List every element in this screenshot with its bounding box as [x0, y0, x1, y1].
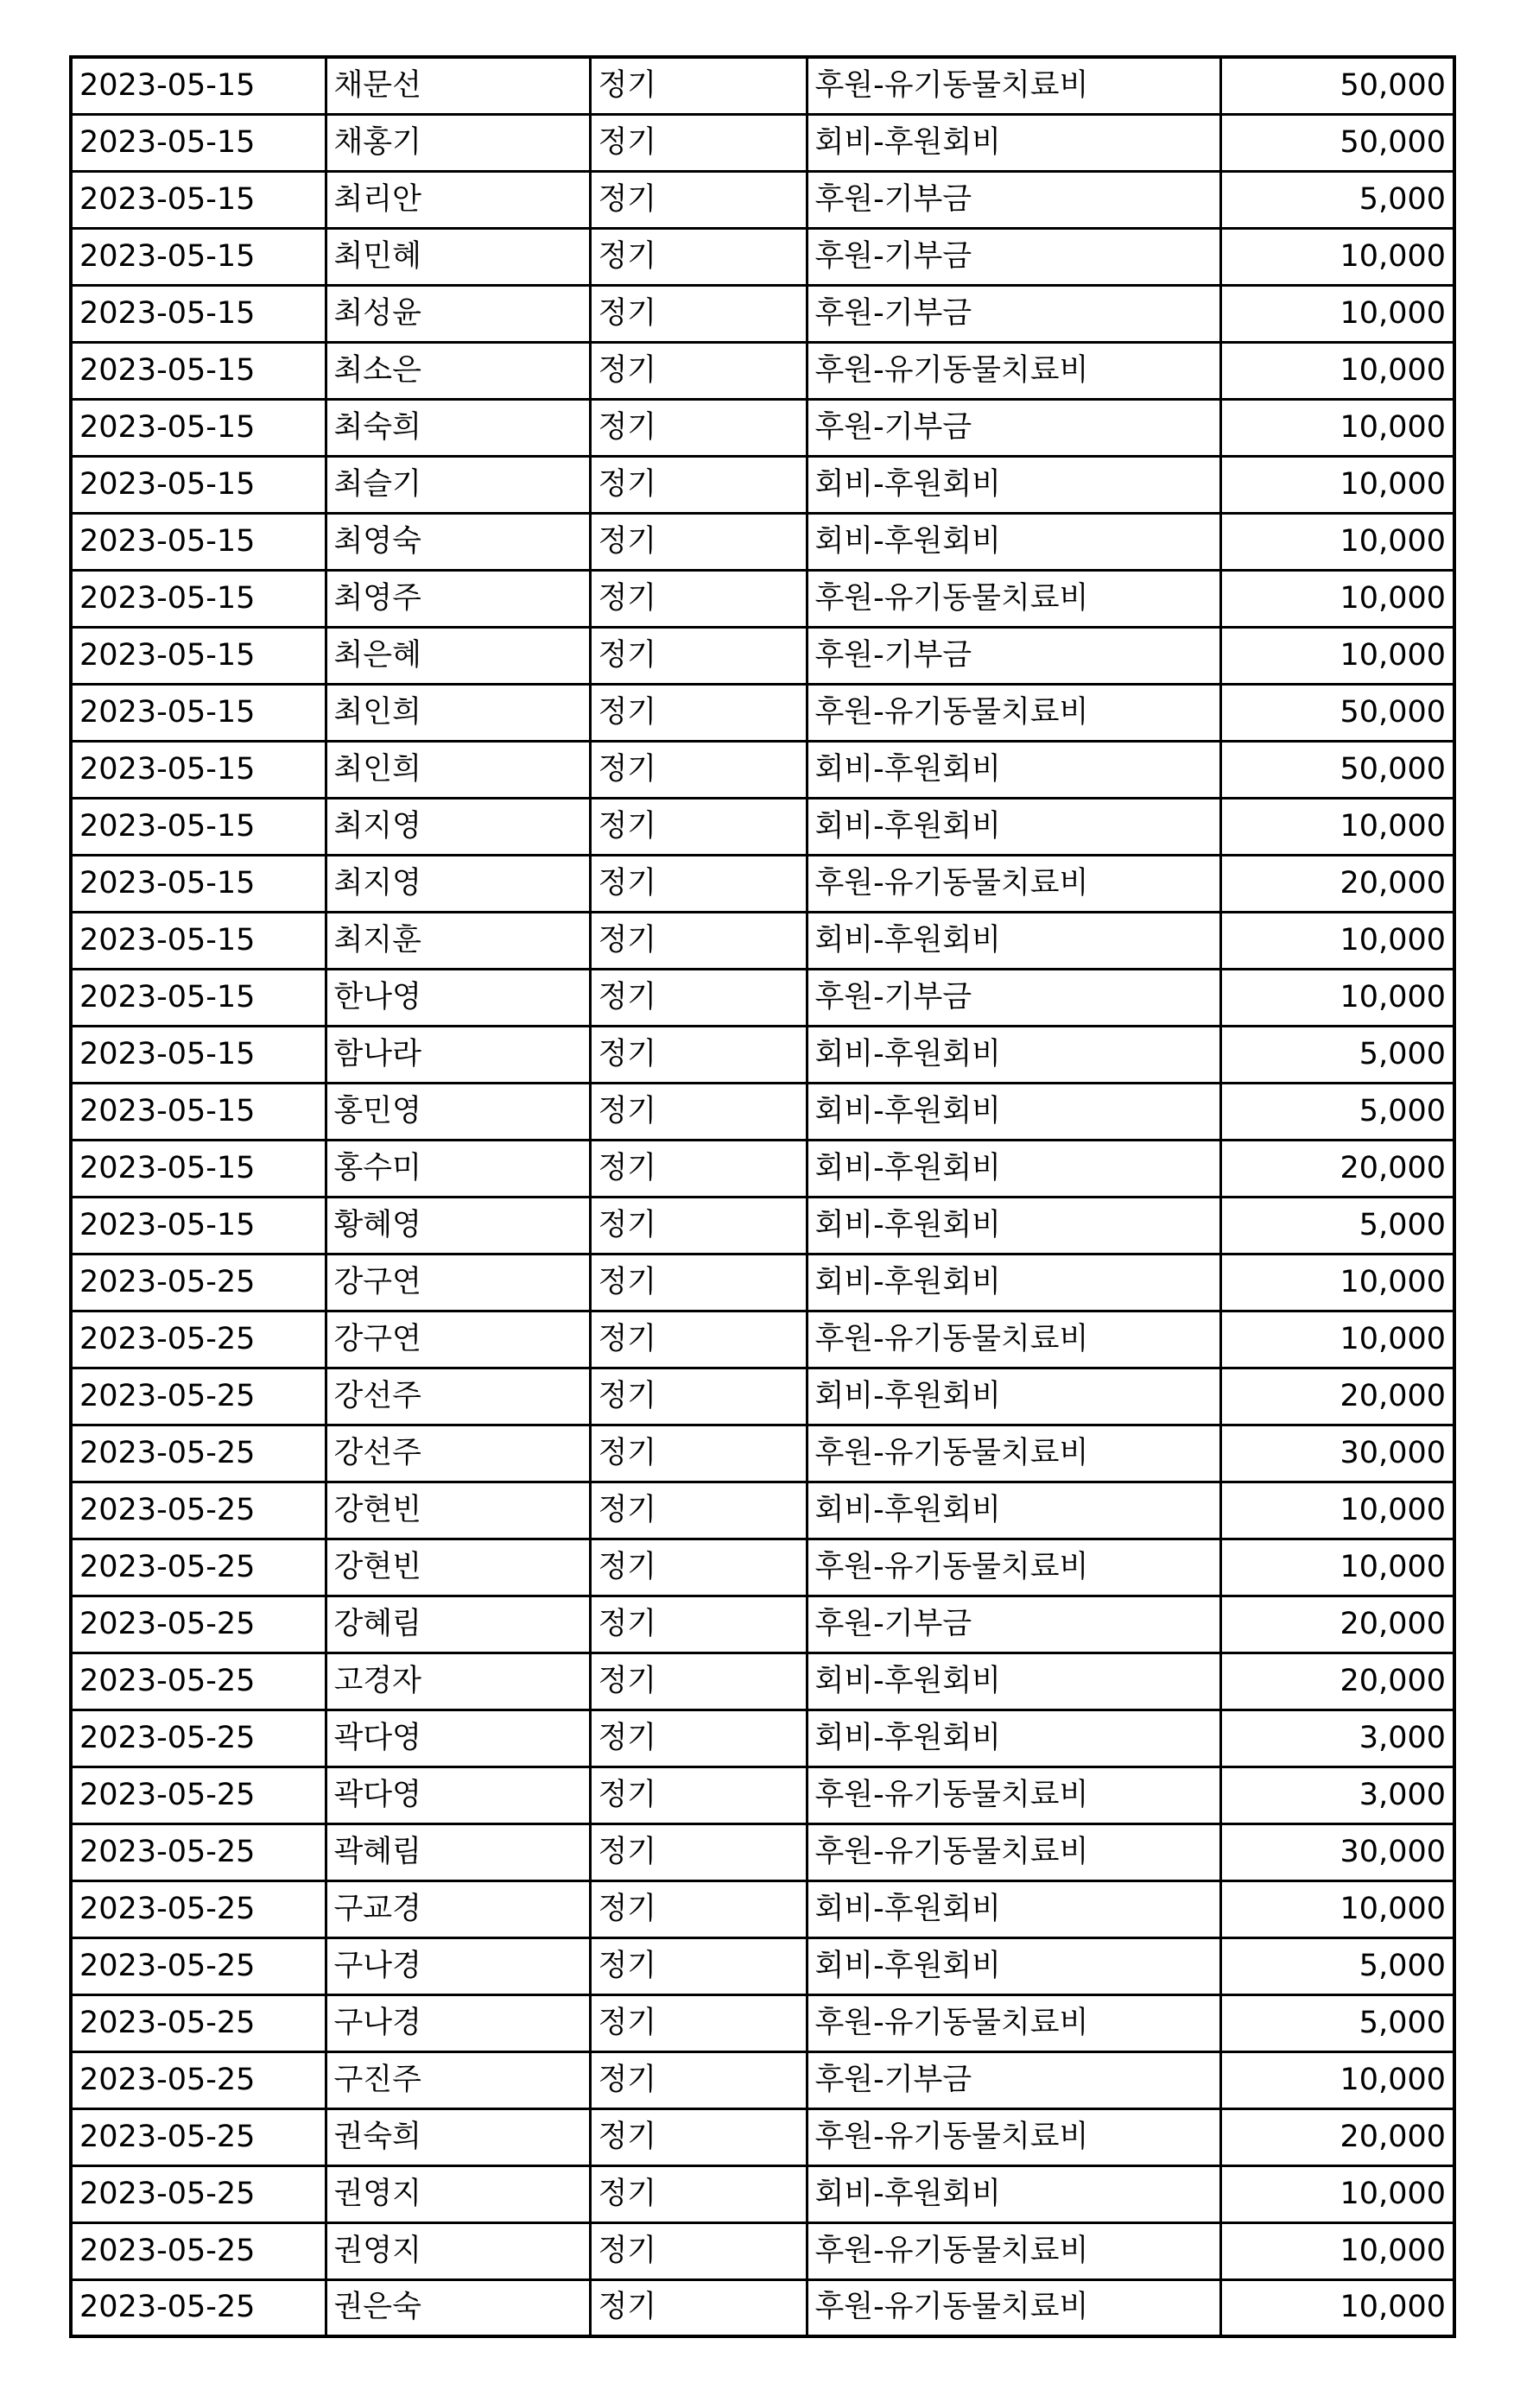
date-cell: 2023-05-25 — [71, 1823, 326, 1880]
date-cell: 2023-05-25 — [71, 1539, 326, 1596]
type-cell: 정기 — [590, 1197, 807, 1254]
name-cell: 구진주 — [326, 2051, 590, 2108]
date-cell: 2023-05-15 — [71, 228, 326, 285]
name-cell: 구나경 — [326, 1994, 590, 2051]
category-cell: 회비-후원회비 — [807, 798, 1220, 855]
category-cell: 후원-유기동물치료비 — [807, 2222, 1220, 2279]
type-cell: 정기 — [590, 342, 807, 399]
category-cell: 회비-후원회비 — [807, 912, 1220, 969]
category-cell: 회비-후원회비 — [807, 1083, 1220, 1140]
type-cell: 정기 — [590, 456, 807, 513]
name-cell: 최슬기 — [326, 456, 590, 513]
amount-cell: 5,000 — [1220, 171, 1454, 228]
table-row — [71, 969, 1454, 1026]
name-cell: 권영지 — [326, 2165, 590, 2222]
date-cell: 2023-05-15 — [71, 513, 326, 570]
date-cell: 2023-05-15 — [71, 684, 326, 741]
category-cell: 후원-기부금 — [807, 399, 1220, 456]
category-cell: 회비-후원회비 — [807, 1937, 1220, 1994]
category-cell: 회비-후원회비 — [807, 1197, 1220, 1254]
date-cell: 2023-05-15 — [71, 285, 326, 342]
type-cell: 정기 — [590, 1368, 807, 1425]
category-cell: 후원-유기동물치료비 — [807, 1425, 1220, 1482]
category-cell: 후원-유기동물치료비 — [807, 684, 1220, 741]
type-cell: 정기 — [590, 2222, 807, 2279]
amount-cell: 50,000 — [1220, 741, 1454, 798]
name-cell: 최숙희 — [326, 399, 590, 456]
amount-cell: 20,000 — [1220, 1596, 1454, 1653]
name-cell: 권은숙 — [326, 2279, 590, 2336]
name-cell: 곽혜림 — [326, 1823, 590, 1880]
name-cell: 최지영 — [326, 855, 590, 912]
table-row — [71, 2165, 1454, 2222]
category-cell: 후원-기부금 — [807, 627, 1220, 684]
amount-cell: 30,000 — [1220, 1823, 1454, 1880]
category-cell: 후원-유기동물치료비 — [807, 2279, 1220, 2336]
amount-cell: 20,000 — [1220, 1140, 1454, 1197]
category-cell: 회비-후원회비 — [807, 1140, 1220, 1197]
table-row — [71, 285, 1454, 342]
date-cell: 2023-05-15 — [71, 798, 326, 855]
type-cell: 정기 — [590, 1311, 807, 1368]
table-row — [71, 1026, 1454, 1083]
type-cell: 정기 — [590, 1880, 807, 1937]
category-cell: 후원-기부금 — [807, 228, 1220, 285]
category-cell: 후원-유기동물치료비 — [807, 2108, 1220, 2165]
category-cell: 후원-유기동물치료비 — [807, 855, 1220, 912]
name-cell: 최지영 — [326, 798, 590, 855]
name-cell: 황혜영 — [326, 1197, 590, 1254]
table-row — [71, 513, 1454, 570]
table-row — [71, 855, 1454, 912]
date-cell: 2023-05-25 — [71, 1368, 326, 1425]
type-cell: 정기 — [590, 171, 807, 228]
table-row — [71, 1653, 1454, 1710]
table-row — [71, 1937, 1454, 1994]
date-cell: 2023-05-25 — [71, 1710, 326, 1766]
name-cell: 최민혜 — [326, 228, 590, 285]
date-cell: 2023-05-25 — [71, 1425, 326, 1482]
date-cell: 2023-05-15 — [71, 1083, 326, 1140]
date-cell: 2023-05-25 — [71, 1994, 326, 2051]
name-cell: 채홍기 — [326, 114, 590, 171]
category-cell: 회비-후원회비 — [807, 2165, 1220, 2222]
name-cell: 구교경 — [326, 1880, 590, 1937]
name-cell: 최인희 — [326, 741, 590, 798]
date-cell: 2023-05-15 — [71, 1197, 326, 1254]
date-cell: 2023-05-25 — [71, 2165, 326, 2222]
table-row — [71, 1425, 1454, 1482]
amount-cell: 10,000 — [1220, 2222, 1454, 2279]
type-cell: 정기 — [590, 2165, 807, 2222]
name-cell: 한나영 — [326, 969, 590, 1026]
type-cell: 정기 — [590, 114, 807, 171]
type-cell: 정기 — [590, 1766, 807, 1823]
table-row — [71, 57, 1454, 114]
type-cell: 정기 — [590, 1653, 807, 1710]
table-row — [71, 456, 1454, 513]
date-cell: 2023-05-25 — [71, 1653, 326, 1710]
name-cell: 최소은 — [326, 342, 590, 399]
amount-cell: 10,000 — [1220, 1539, 1454, 1596]
type-cell: 정기 — [590, 1994, 807, 2051]
amount-cell: 10,000 — [1220, 456, 1454, 513]
name-cell: 최인희 — [326, 684, 590, 741]
name-cell: 최성윤 — [326, 285, 590, 342]
type-cell: 정기 — [590, 2279, 807, 2336]
name-cell: 최영숙 — [326, 513, 590, 570]
name-cell: 강현빈 — [326, 1539, 590, 1596]
type-cell: 정기 — [590, 627, 807, 684]
date-cell: 2023-05-25 — [71, 1482, 326, 1539]
category-cell: 후원-기부금 — [807, 969, 1220, 1026]
category-cell: 회비-후원회비 — [807, 1254, 1220, 1311]
table-row — [71, 2051, 1454, 2108]
category-cell: 후원-기부금 — [807, 1596, 1220, 1653]
amount-cell: 10,000 — [1220, 570, 1454, 627]
category-cell: 회비-후원회비 — [807, 741, 1220, 798]
ledger-body — [71, 57, 1454, 2336]
table-row — [71, 1482, 1454, 1539]
category-cell: 회비-후원회비 — [807, 1026, 1220, 1083]
amount-cell: 10,000 — [1220, 969, 1454, 1026]
table-row — [71, 798, 1454, 855]
table-row — [71, 570, 1454, 627]
date-cell: 2023-05-15 — [71, 570, 326, 627]
type-cell: 정기 — [590, 399, 807, 456]
date-cell: 2023-05-15 — [71, 741, 326, 798]
amount-cell: 10,000 — [1220, 2279, 1454, 2336]
name-cell: 구나경 — [326, 1937, 590, 1994]
type-cell: 정기 — [590, 285, 807, 342]
category-cell: 후원-유기동물치료비 — [807, 1994, 1220, 2051]
amount-cell: 10,000 — [1220, 627, 1454, 684]
date-cell: 2023-05-15 — [71, 399, 326, 456]
table-row — [71, 1140, 1454, 1197]
category-cell: 회비-후원회비 — [807, 513, 1220, 570]
table-row — [71, 912, 1454, 969]
date-cell: 2023-05-15 — [71, 114, 326, 171]
type-cell: 정기 — [590, 1083, 807, 1140]
category-cell: 후원-유기동물치료비 — [807, 1766, 1220, 1823]
table-row — [71, 1254, 1454, 1311]
date-cell: 2023-05-25 — [71, 2279, 326, 2336]
table-row — [71, 1197, 1454, 1254]
table-row — [71, 114, 1454, 171]
date-cell: 2023-05-25 — [71, 1766, 326, 1823]
category-cell: 회비-후원회비 — [807, 1653, 1220, 1710]
type-cell: 정기 — [590, 798, 807, 855]
type-cell: 정기 — [590, 855, 807, 912]
category-cell: 후원-유기동물치료비 — [807, 1311, 1220, 1368]
category-cell: 회비-후원회비 — [807, 1880, 1220, 1937]
table-row — [71, 399, 1454, 456]
category-cell: 후원-기부금 — [807, 285, 1220, 342]
amount-cell: 5,000 — [1220, 1937, 1454, 1994]
date-cell: 2023-05-25 — [71, 2108, 326, 2165]
date-cell: 2023-05-25 — [71, 2222, 326, 2279]
amount-cell: 30,000 — [1220, 1425, 1454, 1482]
type-cell: 정기 — [590, 513, 807, 570]
table-row — [71, 684, 1454, 741]
type-cell: 정기 — [590, 2051, 807, 2108]
table-row — [71, 1823, 1454, 1880]
amount-cell: 3,000 — [1220, 1766, 1454, 1823]
table-row — [71, 627, 1454, 684]
amount-cell: 3,000 — [1220, 1710, 1454, 1766]
amount-cell: 5,000 — [1220, 1083, 1454, 1140]
date-cell: 2023-05-25 — [71, 1937, 326, 1994]
donation-ledger-table — [69, 55, 1456, 2338]
amount-cell: 50,000 — [1220, 684, 1454, 741]
amount-cell: 10,000 — [1220, 912, 1454, 969]
table-row — [71, 1596, 1454, 1653]
table-row — [71, 171, 1454, 228]
type-cell: 정기 — [590, 1596, 807, 1653]
name-cell: 강혜림 — [326, 1596, 590, 1653]
amount-cell: 50,000 — [1220, 114, 1454, 171]
type-cell: 정기 — [590, 57, 807, 114]
date-cell: 2023-05-15 — [71, 171, 326, 228]
amount-cell: 10,000 — [1220, 1311, 1454, 1368]
name-cell: 강구연 — [326, 1254, 590, 1311]
category-cell: 후원-기부금 — [807, 171, 1220, 228]
type-cell: 정기 — [590, 570, 807, 627]
type-cell: 정기 — [590, 912, 807, 969]
amount-cell: 50,000 — [1220, 57, 1454, 114]
table-row — [71, 1311, 1454, 1368]
type-cell: 정기 — [590, 1425, 807, 1482]
name-cell: 권숙희 — [326, 2108, 590, 2165]
amount-cell: 10,000 — [1220, 2165, 1454, 2222]
date-cell: 2023-05-15 — [71, 456, 326, 513]
amount-cell: 20,000 — [1220, 855, 1454, 912]
name-cell: 곽다영 — [326, 1710, 590, 1766]
category-cell: 후원-유기동물치료비 — [807, 1823, 1220, 1880]
name-cell: 강구연 — [326, 1311, 590, 1368]
table-row — [71, 1994, 1454, 2051]
type-cell: 정기 — [590, 2108, 807, 2165]
amount-cell: 5,000 — [1220, 1994, 1454, 2051]
date-cell: 2023-05-15 — [71, 969, 326, 1026]
table-row — [71, 228, 1454, 285]
type-cell: 정기 — [590, 1937, 807, 1994]
amount-cell: 20,000 — [1220, 1653, 1454, 1710]
name-cell: 권영지 — [326, 2222, 590, 2279]
table-row — [71, 1539, 1454, 1596]
amount-cell: 10,000 — [1220, 342, 1454, 399]
table-row — [71, 1368, 1454, 1425]
amount-cell: 20,000 — [1220, 2108, 1454, 2165]
date-cell: 2023-05-15 — [71, 1026, 326, 1083]
category-cell: 후원-기부금 — [807, 2051, 1220, 2108]
date-cell: 2023-05-25 — [71, 1880, 326, 1937]
category-cell: 회비-후원회비 — [807, 1482, 1220, 1539]
table-row — [71, 741, 1454, 798]
name-cell: 최은혜 — [326, 627, 590, 684]
amount-cell: 10,000 — [1220, 1254, 1454, 1311]
category-cell: 후원-유기동물치료비 — [807, 570, 1220, 627]
table-row — [71, 342, 1454, 399]
table-row — [71, 1710, 1454, 1766]
category-cell: 회비-후원회비 — [807, 456, 1220, 513]
date-cell: 2023-05-15 — [71, 1140, 326, 1197]
name-cell: 홍수미 — [326, 1140, 590, 1197]
name-cell: 채문선 — [326, 57, 590, 114]
amount-cell: 5,000 — [1220, 1197, 1454, 1254]
name-cell: 홍민영 — [326, 1083, 590, 1140]
type-cell: 정기 — [590, 1539, 807, 1596]
table-row — [71, 1766, 1454, 1823]
type-cell: 정기 — [590, 1482, 807, 1539]
table-row — [71, 2108, 1454, 2165]
amount-cell: 10,000 — [1220, 1880, 1454, 1937]
table-row — [71, 1880, 1454, 1937]
amount-cell: 10,000 — [1220, 798, 1454, 855]
date-cell: 2023-05-15 — [71, 627, 326, 684]
amount-cell: 10,000 — [1220, 399, 1454, 456]
type-cell: 정기 — [590, 1140, 807, 1197]
name-cell: 고경자 — [326, 1653, 590, 1710]
amount-cell: 10,000 — [1220, 285, 1454, 342]
type-cell: 정기 — [590, 228, 807, 285]
date-cell: 2023-05-15 — [71, 342, 326, 399]
type-cell: 정기 — [590, 1026, 807, 1083]
name-cell: 강선주 — [326, 1425, 590, 1482]
category-cell: 회비-후원회비 — [807, 1710, 1220, 1766]
table-row — [71, 2279, 1454, 2336]
name-cell: 최리안 — [326, 171, 590, 228]
category-cell: 후원-유기동물치료비 — [807, 1539, 1220, 1596]
date-cell: 2023-05-25 — [71, 2051, 326, 2108]
type-cell: 정기 — [590, 1710, 807, 1766]
type-cell: 정기 — [590, 1254, 807, 1311]
category-cell: 후원-유기동물치료비 — [807, 57, 1220, 114]
date-cell: 2023-05-25 — [71, 1596, 326, 1653]
amount-cell: 20,000 — [1220, 1368, 1454, 1425]
date-cell: 2023-05-15 — [71, 855, 326, 912]
name-cell: 최영주 — [326, 570, 590, 627]
date-cell: 2023-05-15 — [71, 57, 326, 114]
type-cell: 정기 — [590, 1823, 807, 1880]
amount-cell: 10,000 — [1220, 1482, 1454, 1539]
type-cell: 정기 — [590, 741, 807, 798]
name-cell: 강선주 — [326, 1368, 590, 1425]
date-cell: 2023-05-25 — [71, 1311, 326, 1368]
table-row — [71, 1083, 1454, 1140]
name-cell: 곽다영 — [326, 1766, 590, 1823]
name-cell: 강현빈 — [326, 1482, 590, 1539]
amount-cell: 10,000 — [1220, 513, 1454, 570]
table-row — [71, 2222, 1454, 2279]
name-cell: 함나라 — [326, 1026, 590, 1083]
amount-cell: 10,000 — [1220, 2051, 1454, 2108]
amount-cell: 5,000 — [1220, 1026, 1454, 1083]
amount-cell: 10,000 — [1220, 228, 1454, 285]
type-cell: 정기 — [590, 684, 807, 741]
category-cell: 회비-후원회비 — [807, 114, 1220, 171]
category-cell: 회비-후원회비 — [807, 1368, 1220, 1425]
type-cell: 정기 — [590, 969, 807, 1026]
date-cell: 2023-05-15 — [71, 912, 326, 969]
category-cell: 후원-유기동물치료비 — [807, 342, 1220, 399]
date-cell: 2023-05-25 — [71, 1254, 326, 1311]
name-cell: 최지훈 — [326, 912, 590, 969]
